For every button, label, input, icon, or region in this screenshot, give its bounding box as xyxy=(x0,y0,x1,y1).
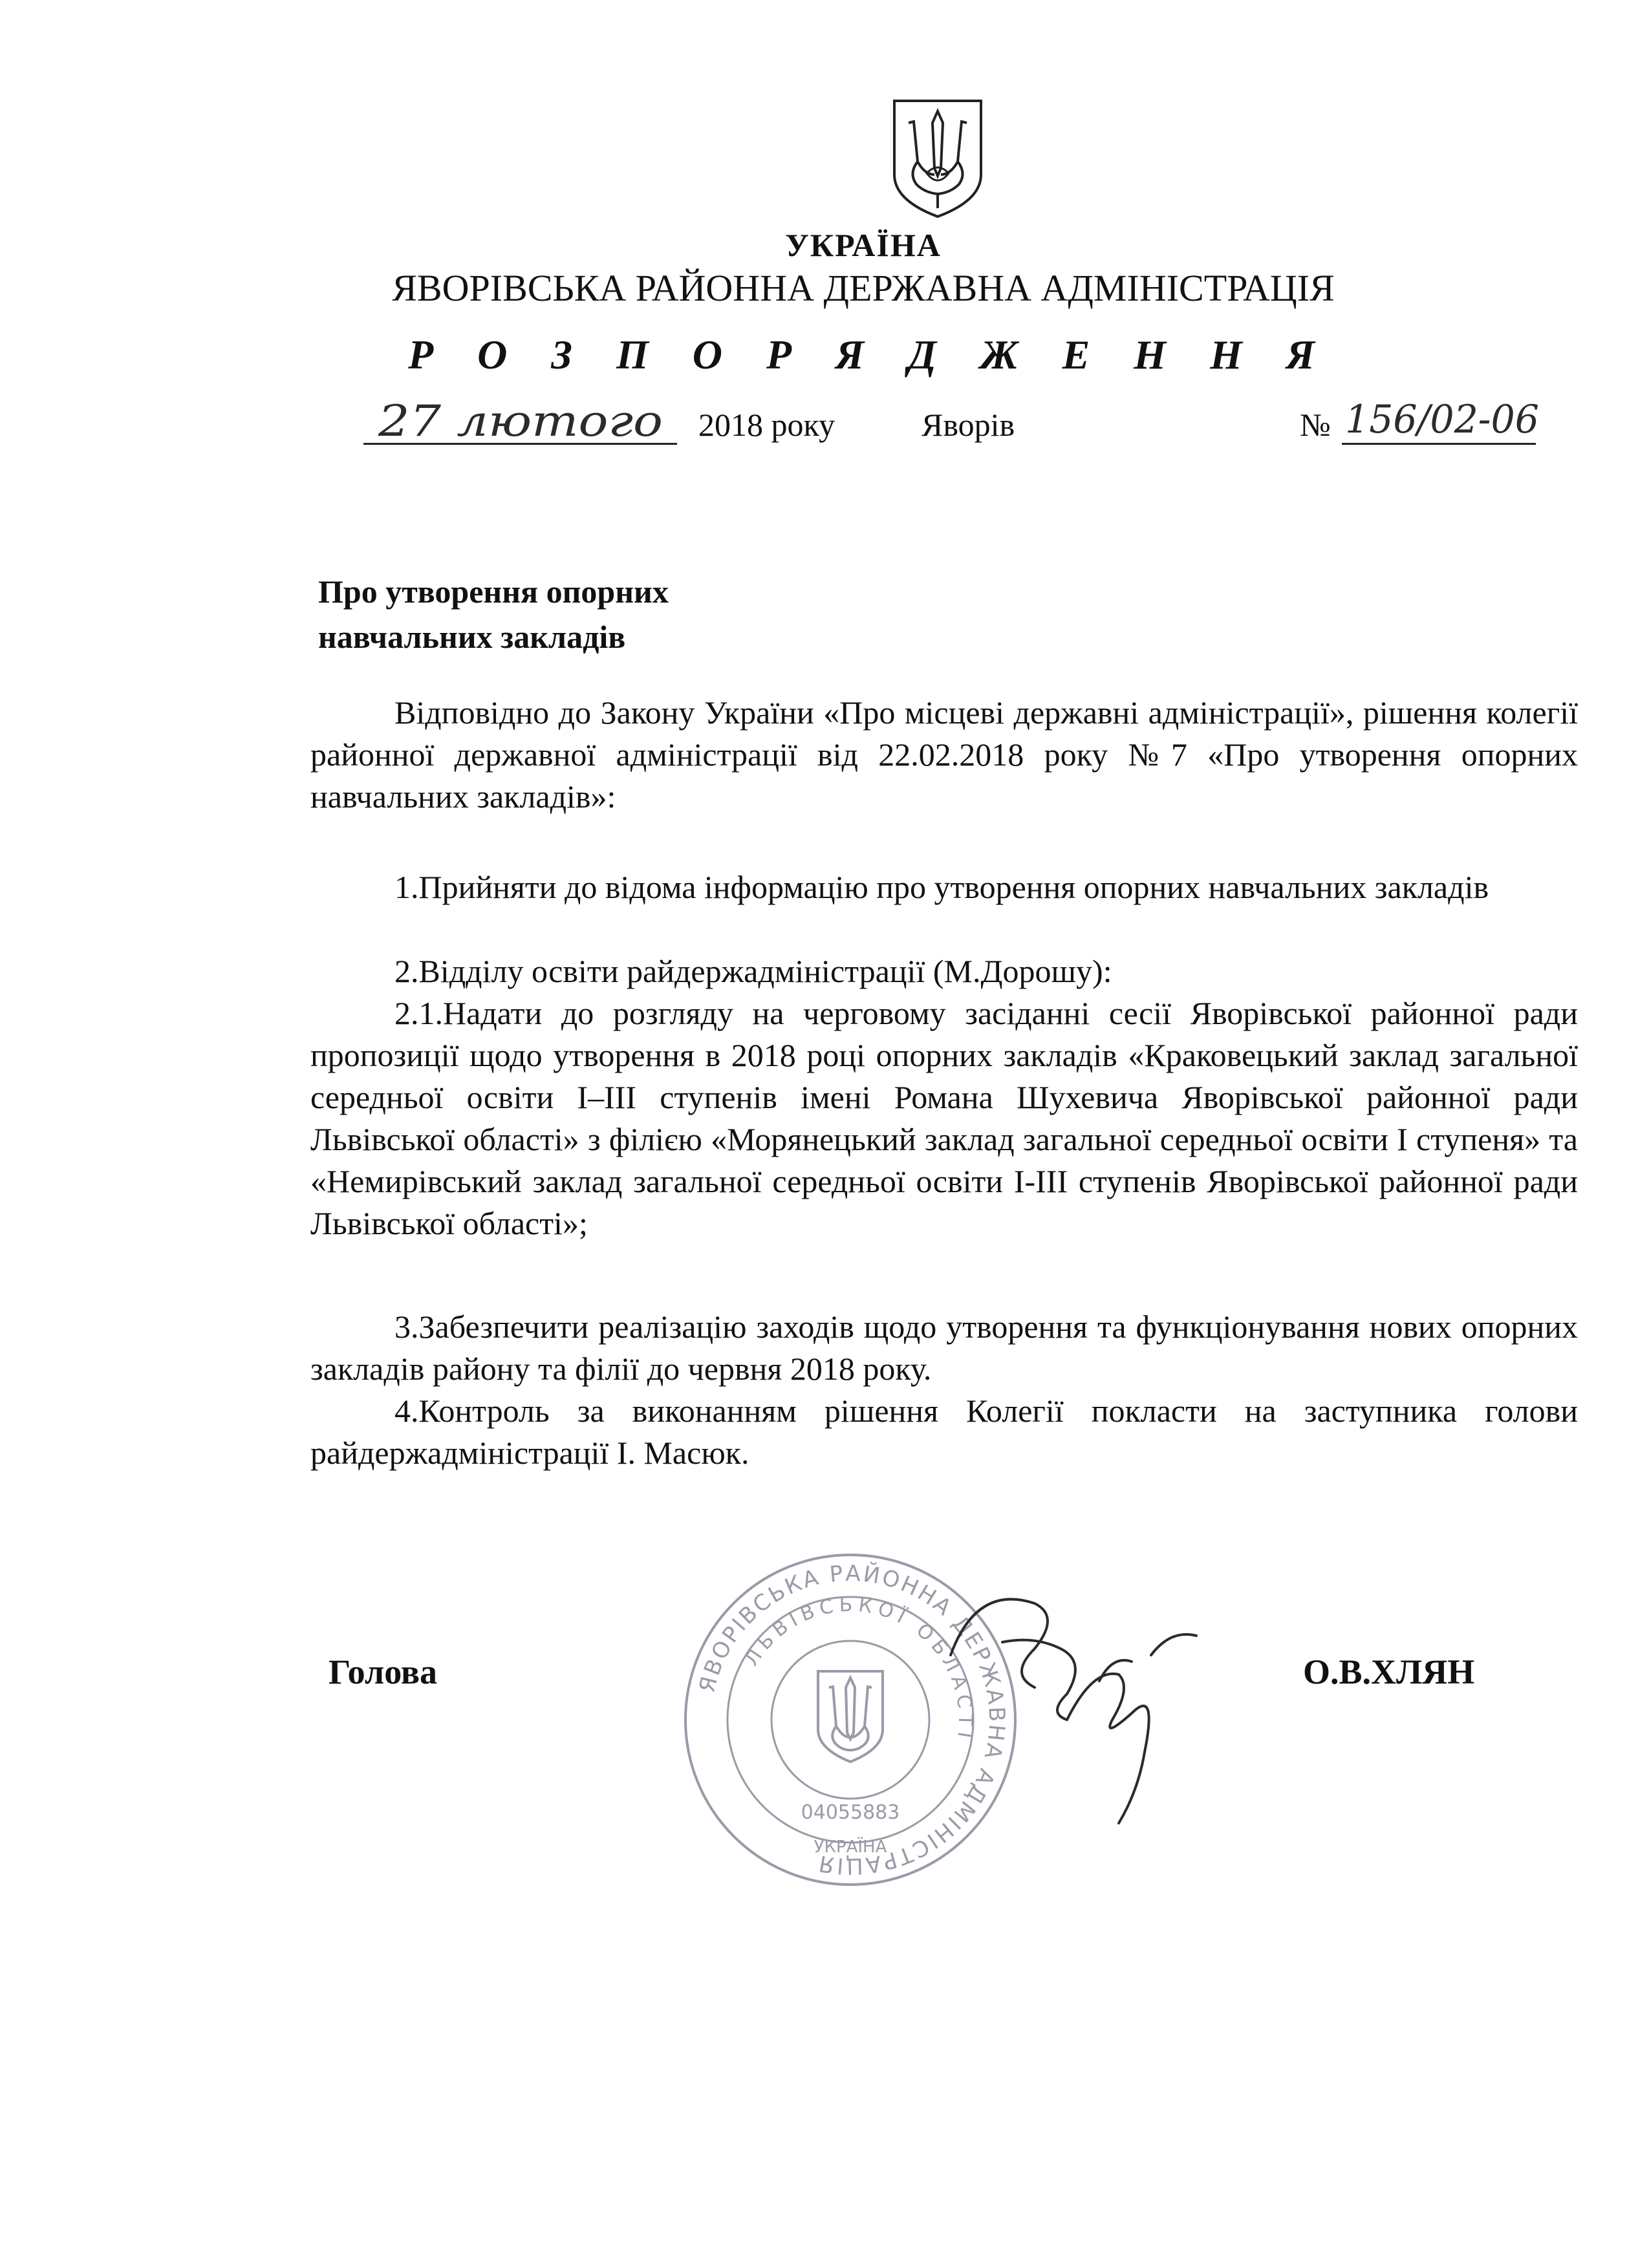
handwritten-number xyxy=(1342,391,1549,444)
handwritten-date xyxy=(372,393,676,446)
subject-line-1: Про утворення опорних xyxy=(318,573,669,610)
handwritten-signature xyxy=(938,1558,1216,1830)
number-sign: № xyxy=(1300,407,1331,443)
item-2-1-paragraph: 2.1.Надати до розгляду на черговому засіданні сесії Яворівської районної ради пропозиції щодо утворення в 2018 році опорних закладів «Краковецький заклад загальної середньої освіти І–ІІІ ступенів імені Романа Шухевича Яворівської районної ради Львівської області» з філією «Морянецький заклад загальної середньої освіти І ступеня» та «Немирівський заклад загальної середньої освіти І-ІІІ ступенів Яворівської районної ради Львівської області»; xyxy=(310,995,1578,1241)
item-1-paragraph: 1.Прийняти до відома інформацію про утворення опорних навчальних закладів xyxy=(394,869,1489,905)
subject-line-2: навчальних закладів xyxy=(318,619,626,655)
preamble-paragraph: Відповідно до Закону України «Про місцеві державні адміністрації», рішення колегії районної державної адміністрації від 22.02.2018 року №7 «Про утворення опорних навчальних закладів»: xyxy=(310,694,1578,815)
item-4-paragraph: 4.Контроль за виконанням рішення Колегії покласти на заступника голови райдержадміністрації І. Масюк. xyxy=(310,1393,1578,1471)
administration-heading: ЯВОРІВСЬКА РАЙОННА ДЕРЖАВНА АДМІНІСТРАЦІЯ xyxy=(392,267,1335,309)
date-underline xyxy=(363,443,677,445)
stamp-emblem-icon xyxy=(818,1671,883,1762)
stamp-country: УКРАЇНА xyxy=(814,1837,887,1857)
year-text: 2018 року xyxy=(698,407,835,443)
country-heading: УКРАЇНА xyxy=(785,227,942,263)
stamp-inner-text: ЛЬВІВСЬКОЇ ОБЛАСТІ xyxy=(740,1593,977,1745)
signatory-title: Голова xyxy=(329,1653,438,1691)
item-2-paragraph: 2.Відділу освіти райдержадміністрації (М.Дорошу): xyxy=(394,953,1112,989)
number-underline xyxy=(1342,443,1536,445)
document-type-heading: Р О З П О Р Я Д Ж Е Н Н Я xyxy=(408,332,1331,378)
handwritten-number-text: 156/02-06 xyxy=(1345,397,1539,442)
signatory-name: О.В.ХЛЯН xyxy=(1303,1653,1475,1691)
coat-of-arms-icon xyxy=(889,97,986,220)
item-3-paragraph: 3.Забезпечити реалізацію заходів щодо утворення та функціонування нових опорних закладів району та філії до червня 2018 року. xyxy=(310,1309,1578,1387)
document-subject xyxy=(318,569,669,659)
stamp-outer-text: ЯВОРІВСЬКА РАЙОННА ДЕРЖАВНА АДМІНІСТРАЦІЯ xyxy=(694,1560,1010,1879)
handwritten-date-text: 27 лютого xyxy=(377,396,663,446)
stamp-code: 04055883 xyxy=(801,1801,900,1824)
city-text: Яворів xyxy=(921,407,1015,443)
